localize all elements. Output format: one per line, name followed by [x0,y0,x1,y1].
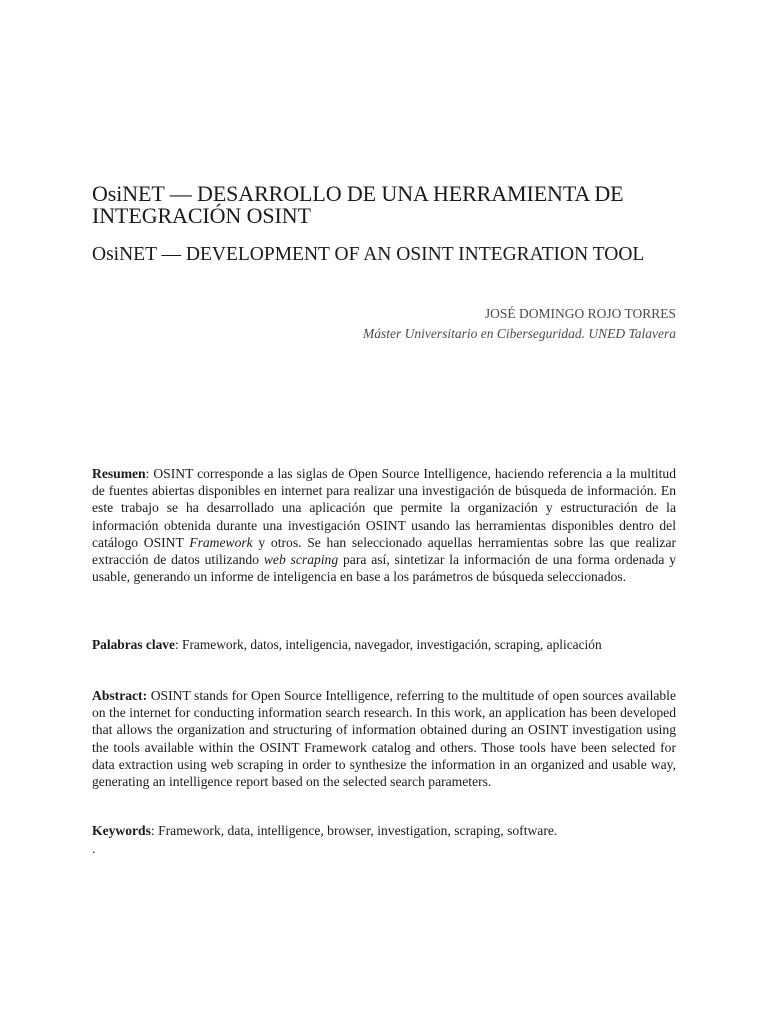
resumen-italic-framework: Framework [189,534,253,550]
keywords-text: : Framework, data, intelligence, browser, investigation, scraping, software. [150,823,558,838]
abstract-text: OSINT stands for Open Source Intelligence, referring to the multitude of open sources available on the internet for conducting information search research. In this work, an application has been developed that allows the organization and structuring of information obtained during an OSINT investigation using the tools available within the OSINT Framework catalog and others. Those tools have been selected for data extraction using web scraping in order to synthesize the information in an organized and usable way, generating an intelligence report based on the selected search parameters. [92,688,676,790]
author-name: JOSÉ DOMINGO ROJO TORRES [484,306,676,321]
paper-page [92,0,676,1024]
abstract-label: Abstract: [92,688,148,703]
resumen-paragraph [92,465,676,585]
resumen-text-1: : OSINT corresponde a las siglas de Open Source Intelligence, haciendo referencia a la multitud de fuentes abiertas disponibles en internet para realizar una investigación de búsqueda de información. En este trabajo se ha desarrollado una aplicación que permite la organización y estructuración de la información obtenida durante una investigación OSINT usando las herramientas disponibles dentro del catálogo OSINT [92,466,676,550]
palabras-clave-paragraph [92,636,676,653]
resumen-text-3: para así, sintetizar la información de una forma ordenada y usable, generando un informe de inteligencia en base a los parámetros de búsqueda seleccionados. [92,552,676,585]
resumen-italic-web-scraping: web scraping [263,552,339,568]
title-english: OsiNET — DEVELOPMENT OF AN OSINT INTEGRATION TOOL [92,244,645,265]
trailing-mark: . [92,841,96,856]
title-spanish: OsiNET — DESARROLLO DE UNA HERRAMIENTA DE INTEGRACIÓN OSINT [92,181,624,228]
resumen-text-2: y otros. Se han seleccionado aquellas herramientas sobre las que realizar extracción de datos utilizando [92,534,677,568]
keywords-label: Keywords [92,823,151,838]
author-affiliation: Máster Universitario en Ciberseguridad. UNED Talavera [363,326,676,341]
resumen-label: Resumen [92,466,146,481]
keywords-paragraph [92,822,676,839]
palabras-clave-text: : Framework, datos, inteligencia, navegador, investigación, scraping, aplicación [174,637,602,652]
palabras-clave-label: Palabras clave [92,637,175,652]
abstract-paragraph [92,687,676,790]
